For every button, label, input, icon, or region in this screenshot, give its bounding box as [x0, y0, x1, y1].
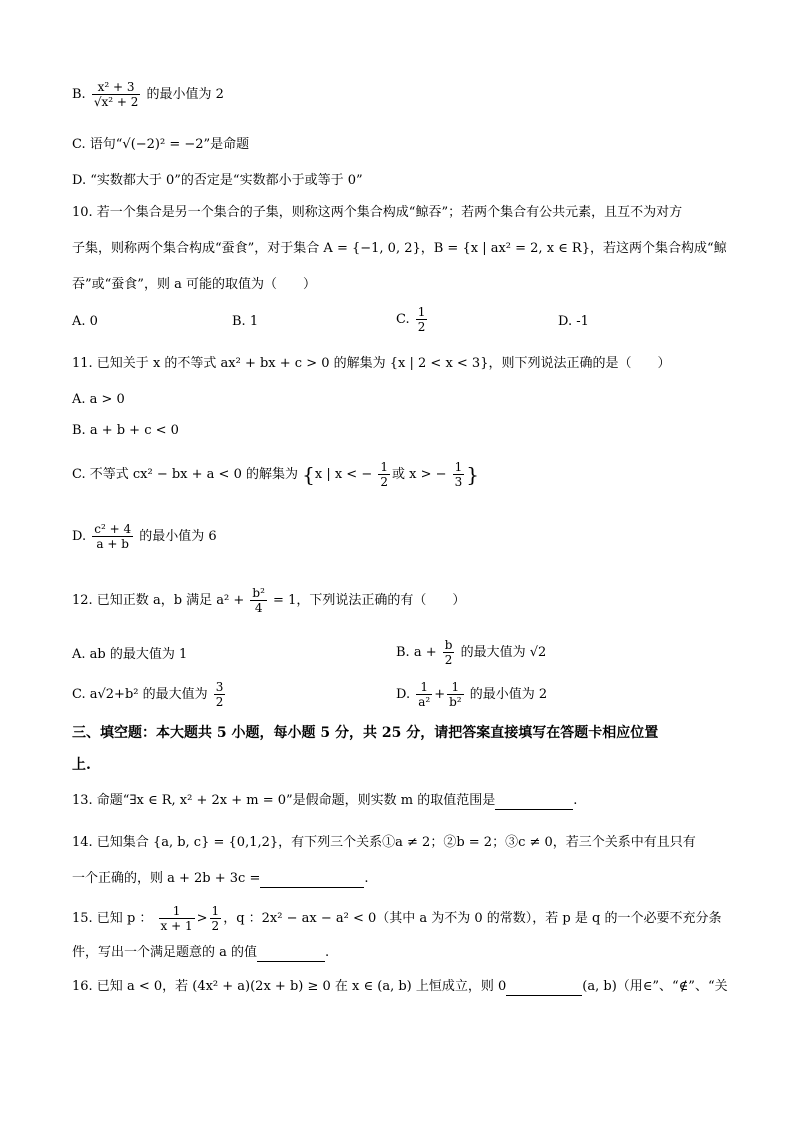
section-3-heading-cont: 上.	[72, 757, 91, 773]
section-3-heading: 三、填空题：本大题共 5 小题，每小题 5 分，共 25 分，请把答案直接填写在答题卡相应位置	[72, 725, 659, 741]
q15-answer-blank[interactable]	[257, 947, 325, 962]
q15-line-2: 件，写出一个满足题意的 a 的值 .	[72, 945, 330, 960]
q13: 13. 命题“∃x ∈ R, x² + 2x + m = 0”是假命题，则实数 m 的取值范围是 .	[72, 793, 578, 808]
q10-line-3: 吞”或“蚕食”，则 a 可能的取值为（ ）	[72, 277, 316, 292]
q13-answer-blank[interactable]	[495, 795, 573, 810]
q10-option-d: D. -1	[558, 314, 589, 329]
q9-option-c: C. 语句“√(−2)² = −2”是命题	[72, 137, 250, 152]
q10-option-a: A. 0	[72, 314, 98, 329]
q11-option-a: A. a > 0	[72, 392, 125, 407]
q10-line-2: 子集，则称两个集合构成“蚕食”，对于集合 A = {−1, 0, 2}，B = {x | ax² = 2, x ∈ R}，若这两个集合构成“鲸	[72, 241, 727, 256]
q12-option-c: C. a√2+b² 的最大值为 $\frac{3}{2}$	[72, 680, 224, 709]
q14-answer-blank[interactable]	[260, 873, 364, 888]
q11-stem: 11. 已知关于 x 的不等式 ax² + bx + c > 0 的解集为 {x | 2 < x < 3}，则下列说法正确的是（ ）	[72, 356, 671, 371]
q9-option-d: D. “实数都大于 0”的否定是“实数都小于或等于 0”	[72, 173, 363, 188]
q11-option-c: C. 不等式 cx² − bx + a < 0 的解集为 {x | x < − $\frac{1}{2}$ 或 x > − $\frac{1}{3}$ }	[72, 460, 480, 489]
q14-line-2: 一个正确的，则 a + 2b + 3c = .	[72, 871, 369, 886]
q14-line-1: 14. 已知集合 {a, b, c} = {0,1,2}，有下列三个关系①a ≠ 2；②b = 2；③c ≠ 0，若三个关系中有且只有	[72, 835, 696, 850]
q12-option-d: D. $\frac{1}{\text{a²}}$ + $\frac{1}{\text{b²}}$ 的最小值为 2	[396, 680, 548, 709]
q16: 16. 已知 a < 0，若 (4x² + a)(2x + b) ≥ 0 在 x ∈ (a, b) 上恒成立，则 0 (a, b)（用∈”、“∉”、“关	[72, 979, 728, 994]
q16-answer-blank[interactable]	[506, 981, 582, 996]
q12-stem: 12. 已知正数 a，b 满足 a² + $\frac{\text{b²}}{4}$ = 1，下列说法正确的有（ ）	[72, 586, 466, 615]
q11-option-b: B. a + b + c < 0	[72, 423, 179, 438]
q9-b-fraction: $\frac{\text{x² + 3}}{\text{√x² + 2}}$	[93, 80, 139, 109]
q9-option-b: B. $\frac{\text{x² + 3}}{\text{√x² + 2}}$ 的最小值为 2	[72, 80, 224, 109]
q12-option-a: A. ab 的最大值为 1	[72, 647, 188, 662]
q11-option-d: D. $\frac{\text{c² + 4}}{a + b}$ 的最小值为 6	[72, 522, 217, 551]
q15-line-1: 15. 已知 p ： $\frac{1}{x + 1}$ > $\frac{1}{2}$ ，q ：2x² − ax − a² < 0（其中 a 为不为 0 的常数），若 p 是 q 的一个必要不充分条	[72, 904, 722, 933]
q10-option-b: B. 1	[232, 314, 259, 329]
q12-option-b: B. a + $\frac{b}{2}$ 的最大值为 √2	[396, 638, 547, 667]
q10-option-c: C. $\frac{1}{2}$	[396, 305, 426, 334]
q10-line-1: 10. 若一个集合是另一个集合的子集，则称这两个集合构成“鲸吞”；若两个集合有公共元素，且互不为对方	[72, 205, 683, 220]
